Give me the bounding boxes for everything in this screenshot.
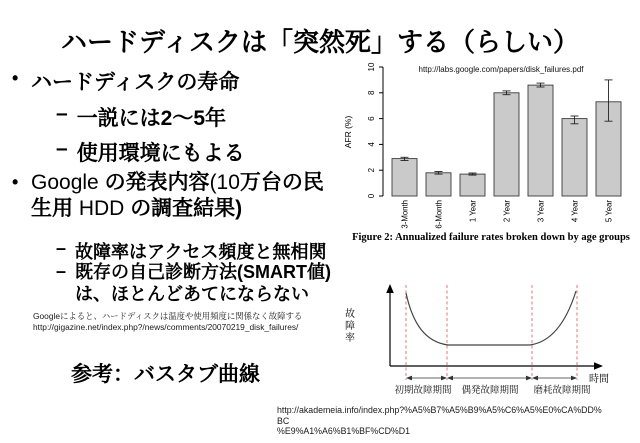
slide-title: ハードディスクは「突然死」する（らしい） [61, 27, 579, 57]
bullet-google-line1: Google の発表内容(10万台の民 [31, 171, 324, 194]
y-axis-title-char: 障 [345, 321, 355, 332]
figure-caption: Figure 2: Annualized failure rates broken down by age groups [352, 232, 630, 243]
bar [562, 119, 587, 196]
x-tick-label: 3-Month [400, 200, 410, 229]
phase-label: 偶発故障期間 [461, 385, 519, 396]
y-axis-title-char: 率 [345, 333, 355, 344]
y-axis-title: AFR (%) [343, 115, 353, 149]
x-tick-label: 4 Year [570, 200, 580, 223]
bar [494, 93, 519, 196]
dash-icon: – [56, 102, 68, 125]
x-tick-label: 1 Year [468, 200, 478, 223]
gigazine-note [33, 311, 302, 333]
bullet-smart-unreliable [56, 261, 331, 305]
phase-label: 初期故障期間 [394, 385, 452, 396]
y-tick-label: 10 [367, 62, 376, 72]
chart-source-url: http://labs.google.com/papers/disk_failures.pdf [418, 65, 584, 74]
y-tick-label: 8 [367, 90, 376, 96]
arrow-left-icon [447, 376, 453, 381]
dash-icon: – [56, 238, 67, 258]
x-tick-label: 2 Year [502, 200, 512, 223]
y-axis-title-char: 故 [345, 309, 355, 320]
bullet-smart-line2: は、ほとんどあてにならない [75, 284, 310, 304]
x-tick-label: 6-Month [434, 200, 444, 229]
x-axis-title: 時間 [589, 374, 609, 385]
reference-bathtub-label: 参考：バスタブ曲線 [71, 363, 260, 386]
y-tick-label: 2 [367, 167, 376, 173]
arrow-right-icon [571, 376, 577, 381]
bullet-hdd-lifespan: ハードディスクの寿命 [31, 71, 240, 94]
bullet-google-announcement [31, 170, 346, 222]
x-axis-arrow-icon [594, 362, 603, 370]
bar [392, 159, 417, 196]
bathtub-curve-path [406, 291, 576, 345]
y-axis-arrow-icon [386, 284, 394, 293]
dash-icon: – [56, 137, 68, 160]
afr-bar-chart [338, 58, 640, 232]
gigazine-url: http://gigazine.net/index.php?/news/comments/20070219_disk_failures/ [33, 322, 299, 332]
footer-url-line1: http://akademeia.info/index.php?%A5%B7%A5%B9%A5%C6%A5%E0%CA%DD%BC [277, 405, 602, 426]
arrow-right-icon [526, 376, 532, 381]
bullet-failure-rate-access: – 故障率はアクセス頻度と無相関 [56, 238, 327, 262]
phase-label: 磨耗故障期間 [533, 385, 591, 396]
dash-icon: – [56, 261, 67, 281]
y-tick-label: 6 [367, 116, 376, 121]
bullet-usage-environment: – 使用環境にもよる [56, 137, 245, 165]
bullet-google-line2: 生用 HDD の調査結果) [31, 197, 243, 220]
bullet-2-5-years: – 一説には2～5年 [56, 102, 227, 130]
x-tick-label: 5 Year [604, 200, 614, 223]
bar [460, 174, 485, 196]
y-tick-label: 4 [367, 142, 376, 147]
y-tick-label: 0 [367, 193, 376, 199]
bathtub-diagram [330, 283, 640, 405]
bar [528, 85, 553, 196]
footer-url-line2: %E9%A1%A6%B1%BF%CD%D1 [277, 426, 410, 436]
footer-url [277, 405, 607, 437]
afr-bar-chart-svg [338, 58, 640, 232]
arrow-left-icon [406, 376, 412, 381]
arrow-left-icon [532, 376, 538, 381]
bullet-smart-line1: 既存の自己診断方法(SMART値) [75, 262, 331, 282]
bar [426, 173, 451, 196]
bullet-icon: • [12, 68, 19, 88]
arrow-right-icon [441, 376, 447, 381]
bathtub-svg [330, 283, 640, 405]
gigazine-note-text: Googleによると、ハードディスクは温度や使用頻度に関係なく故障する [33, 311, 303, 321]
bullet-icon: • [12, 172, 19, 192]
x-tick-label: 3 Year [536, 200, 546, 223]
